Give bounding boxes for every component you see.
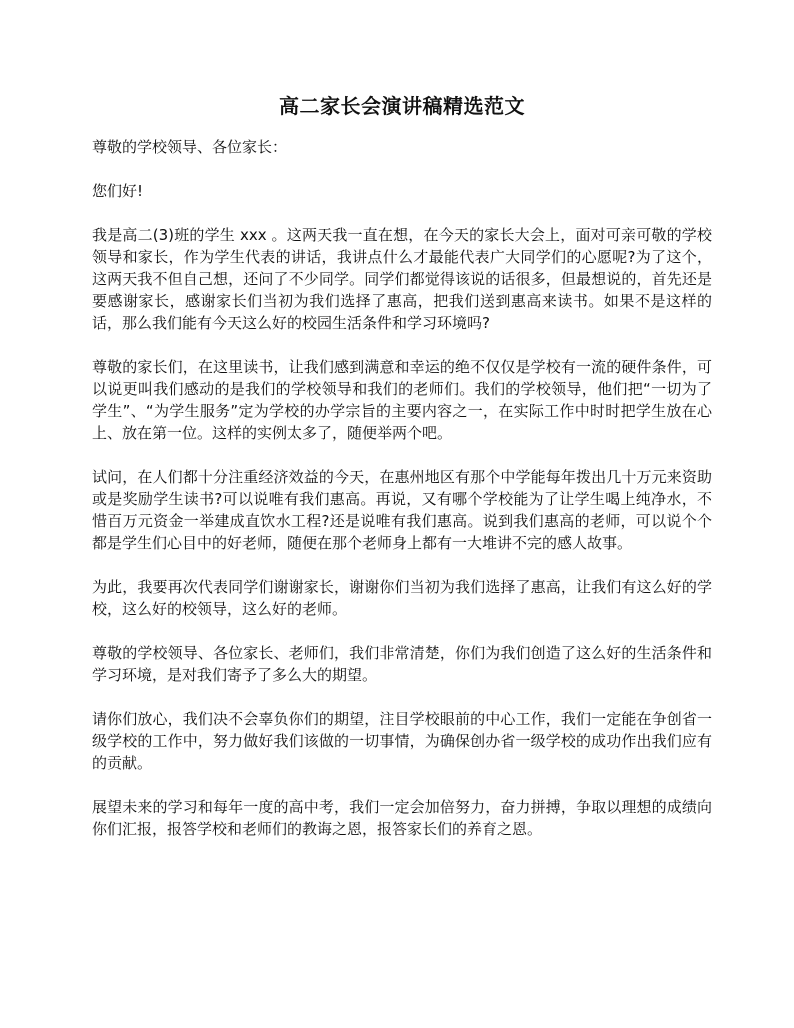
paragraph-7: 展望未来的学习和每年一度的高中考，我们一定会加倍努力，奋力拼搏，争取以理想的成绩向你们汇报，报答学校和老师们的教诲之恩，报答家长们的养育之恩。 [92, 798, 712, 838]
paragraph-6: 请你们放心，我们决不会辜负你们的期望，注目学校眼前的中心工作，我们一定能在争创省一级学校的工作中，努力做好我们该做的一切事情，为确保创办省一级学校的成功作出我们应有的贡献。 [92, 710, 712, 772]
paragraph-1: 我是高二(3)班的学生 xxx 。这两天我一直在想，在今天的家长大会上，面对可亲可敬的学校领导和家长，作为学生代表的讲话，我讲点什么才最能代表广大同学们的心愿呢?为了这个，这两天我不但自己想，还问了不少同学。同学们都觉得该说的话很多，但最想说的，首先还是要感谢家长，感谢家长们当初为我们选择了惠高，把我们送到惠高来读书。如果不是这样的话，那么我们能有今天这么好的校园生活条件和学习环境吗? [92, 226, 712, 332]
document-title: 高二家长会演讲稿精选范文 [279, 94, 525, 118]
salutation: 尊敬的学校领导、各位家长： [92, 138, 288, 156]
paragraph-2: 尊敬的家长们，在这里读书，让我们感到满意和幸运的绝不仅仅是学校有一流的硬件条件，可以说更叫我们感动的是我们的学校领导和我们的老师们。我们的学校领导，他们把“一切为了学生”、“为学生服务”定为学校的办学宗旨的主要内容之一，在实际工作中时时把学生放在心上、放在第一位。这样的实例太多了，随便举两个吧。 [92, 358, 712, 442]
document-page [92, 92, 712, 862]
greeting: 您们好! [92, 182, 144, 200]
paragraph-4: 为此，我要再次代表同学们谢谢家长，谢谢你们当初为我们选择了惠高，让我们有这么好的学校，这么好的校领导，这么好的老师。 [92, 578, 712, 618]
paragraph-5: 尊敬的学校领导、各位家长、老师们，我们非常清楚，你们为我们创造了这么好的生活条件和学习环境，是对我们寄予了多么大的期望。 [92, 644, 712, 684]
paragraph-3: 试问，在人们都十分注重经济效益的今天，在惠州地区有那个中学能每年拨出几十万元来资助或是奖励学生读书?可以说唯有我们惠高。再说，又有哪个学校能为了让学生喝上纯净水，不惜百万元资金一举建成直饮水工程?还是说唯有我们惠高。说到我们惠高的老师，可以说个个都是学生们心目中的好老师，随便在那个老师身上都有一大堆讲不完的感人故事。 [92, 468, 712, 552]
